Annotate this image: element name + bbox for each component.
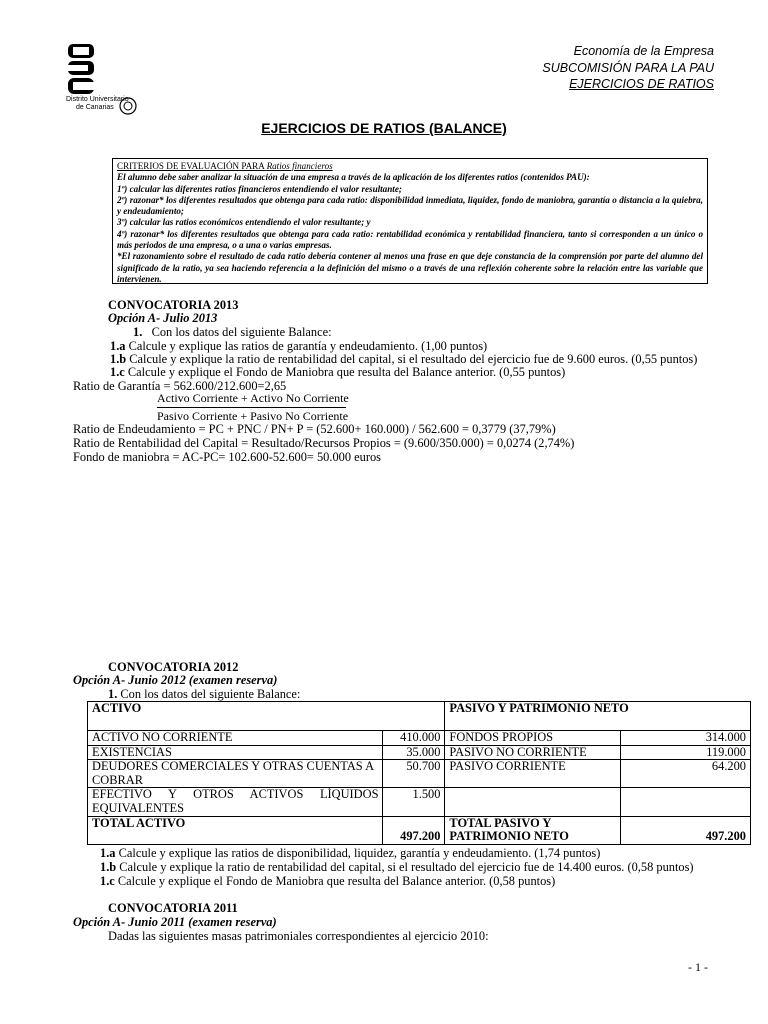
q1-2013-text: Con los datos del siguiente Balance: <box>151 325 332 339</box>
q1b-2012-label: 1.b <box>100 860 117 874</box>
option-2012: Opción A- Junio 2012 (examen reserva) <box>73 673 278 687</box>
q1b-2012-text: Calcule y explique la ratio de rentabilidad del capital, si el resultado del ejercicio fue de 14.400 euros. (0,58 puntos) <box>119 860 694 874</box>
endeudamiento-ratio: Ratio de Endeudamiento = PC + PNC / PN+ P = (52.600+ 160.000) / 562.600 = 0,3779 (37,79%) <box>73 422 556 436</box>
rentabilidad-ratio: Ratio de Rentabilidad del Capital = Resultado/Recursos Propios = (9.600/350.000) = 0,0274 (2,74%) <box>73 436 575 450</box>
heading-2011: CONVOCATORIA 2011 <box>108 901 238 915</box>
header-subject: Economía de la Empresa <box>573 44 714 58</box>
table-row <box>88 731 751 746</box>
pasivo-label: PASIVO NO CORRIENTE <box>445 745 621 760</box>
q1-2012-num: 1. <box>108 687 118 701</box>
pasivo-value: 314.000 <box>621 731 751 746</box>
header-topic: EJERCICIOS DE RATIOS <box>569 77 714 91</box>
q1c-2012-text: Calcule y explique el Fondo de Maniobra que resulta del Balance anterior. (0,58 puntos) <box>117 874 556 888</box>
criteria-heading <box>117 161 703 172</box>
balance-table <box>87 701 751 845</box>
activo-value: 410.000 <box>383 731 445 746</box>
table-total-row <box>88 816 751 844</box>
criteria-line-1: El alumno debe saber analizar la situación de una empresa a través de la aplicación de los diferentes ratios (contenidos PAU): <box>117 172 590 183</box>
intro-2011: Dadas las siguientes masas patrimoniales correspondientes al ejercicio 2010: <box>108 929 489 943</box>
header-pasivo: PASIVO Y PATRIMONIO NETO <box>445 702 751 731</box>
heading-2012: CONVOCATORIA 2012 <box>108 660 239 674</box>
heading-2013: CONVOCATORIA 2013 <box>108 298 239 312</box>
criteria-line-2: 1º) calcular las diferentes ratios financieros entendiendo el valor resultante; <box>117 183 402 194</box>
logo-sub1: Distrito Universitario <box>66 96 129 103</box>
header-activo: ACTIVO <box>88 702 445 731</box>
q1c-2012 <box>100 875 555 889</box>
garantia-ratio: Ratio de Garantía = 562.600/212.600=2,65 <box>73 379 287 393</box>
criteria-heading-italic: Ratios financieros <box>266 161 333 171</box>
q1-2012-text: Con los datos del siguiente Balance: <box>120 687 301 701</box>
q1c-2012-label: 1.c <box>100 874 115 888</box>
total-activo-label: TOTAL ACTIVO <box>88 816 383 844</box>
q1a-2012 <box>100 847 600 861</box>
table-header-row <box>88 702 751 731</box>
pasivo-value <box>621 788 751 816</box>
activo-label: EFECTIVO Y OTROS ACTIVOS LÍQUIDOS EQUIVALENTES <box>88 788 383 816</box>
q1a-2012-label: 1.a <box>100 846 116 860</box>
option-2011: Opción A- Junio 2011 (examen reserva) <box>73 915 277 929</box>
total-pasivo-value: 497.200 <box>621 816 751 844</box>
activo-value: 1.500 <box>383 788 445 816</box>
page-title: EJERCICIOS DE RATIOS (BALANCE) <box>261 120 507 136</box>
q1c-2013-text: Calcule y explique el Fondo de Maniobra que resulta del Balance anterior. (0,55 puntos) <box>127 365 566 379</box>
activo-label: DEUDORES COMERCIALES Y OTRAS CUENTAS A COBRAR <box>88 760 383 788</box>
q1c-2013 <box>110 366 565 380</box>
criteria-line-5: 4º) razonar* los diferentes resultados que obtenga para cada ratio: rentabilidad económica y rentabilidad financiera, tanto si corresponden a un único o más periodos de una empresa, o a una o varias empresas. <box>117 228 703 251</box>
q1b-2012 <box>100 861 694 875</box>
q1-2013-num: 1. <box>133 325 143 339</box>
pasivo-label: PASIVO CORRIENTE <box>445 760 621 788</box>
pasivo-label: FONDOS PROPIOS <box>445 731 621 746</box>
logo-subtitle <box>66 96 129 112</box>
pasivo-label <box>445 788 621 816</box>
page-number: - 1 - <box>688 960 708 974</box>
activo-label: ACTIVO NO CORRIENTE <box>88 731 383 746</box>
fraction-numerator: Activo Corriente + Activo No Corriente <box>157 391 349 405</box>
table-row <box>88 788 751 816</box>
pasivo-value: 119.000 <box>621 745 751 760</box>
criteria-heading-prefix: CRITERIOS DE EVALUACIÓN PARA <box>117 161 267 171</box>
fraction-denominator: Pasivo Corriente + Pasivo No Corriente <box>157 409 349 423</box>
header-commission: SUBCOMISIÓN PARA LA PAU <box>542 61 714 75</box>
q1a-2013-label: 1.a <box>110 339 126 353</box>
q1a-2013-text: Calcule y explique las ratios de garantía y endeudamiento. (1,00 puntos) <box>128 339 488 353</box>
q1-2013 <box>133 326 332 340</box>
activo-label: EXISTENCIAS <box>88 745 383 760</box>
logo-sub2: de Canarias <box>76 104 114 111</box>
duc-logo <box>62 44 140 120</box>
pasivo-value: 64.200 <box>621 760 751 788</box>
garantia-fraction <box>157 392 349 423</box>
criteria-line-6: *El razonamiento sobre el resultado de cada ratio debería contener al menos una frase en que deje constancia de la comprensión por parte del alumno del significado de la ratio, ya sea haciendo referencia a la definición del mismo o a través de una reflexión coherente sobre la relación entre las variable que intervienen. <box>117 251 703 284</box>
activo-value: 35.000 <box>383 745 445 760</box>
fraction-bar <box>157 407 346 408</box>
q1a-2012-text: Calcule y explique las ratios de disponibilidad, liquidez, garantía y endeudamiento. (1,74 puntos) <box>118 846 601 860</box>
q1b-2013-label: 1.b <box>110 352 127 366</box>
criteria-line-3: 2º) razonar* los diferentes resultados que obtenga para cada ratio: disponibilidad inmediata, liquidez, fondo de maniobra, garantía o distancia a la quiebra, y endeudamiento; <box>117 194 703 217</box>
total-pasivo-label: TOTAL PASIVO Y PATRIMONIO NETO <box>445 816 621 844</box>
table-row <box>88 760 751 788</box>
q1-2012 <box>108 688 300 702</box>
criteria-box <box>112 158 708 284</box>
criteria-line-4: 3º) calcular las ratios económicos entendiendo el valor resultante; y <box>117 217 371 228</box>
activo-value: 50.700 <box>383 760 445 788</box>
q1b-2013-text: Calcule y explique la ratio de rentabilidad del capital, si el resultado del ejercicio fue de 9.600 euros. (0,55 puntos) <box>129 352 698 366</box>
option-2013: Opción A- Julio 2013 <box>108 311 218 325</box>
q1c-2013-label: 1.c <box>110 365 125 379</box>
fondo-maniobra: Fondo de maniobra = AC-PC= 102.600-52.600= 50.000 euros <box>73 450 381 464</box>
table-row <box>88 745 751 760</box>
total-activo-value: 497.200 <box>383 816 445 844</box>
